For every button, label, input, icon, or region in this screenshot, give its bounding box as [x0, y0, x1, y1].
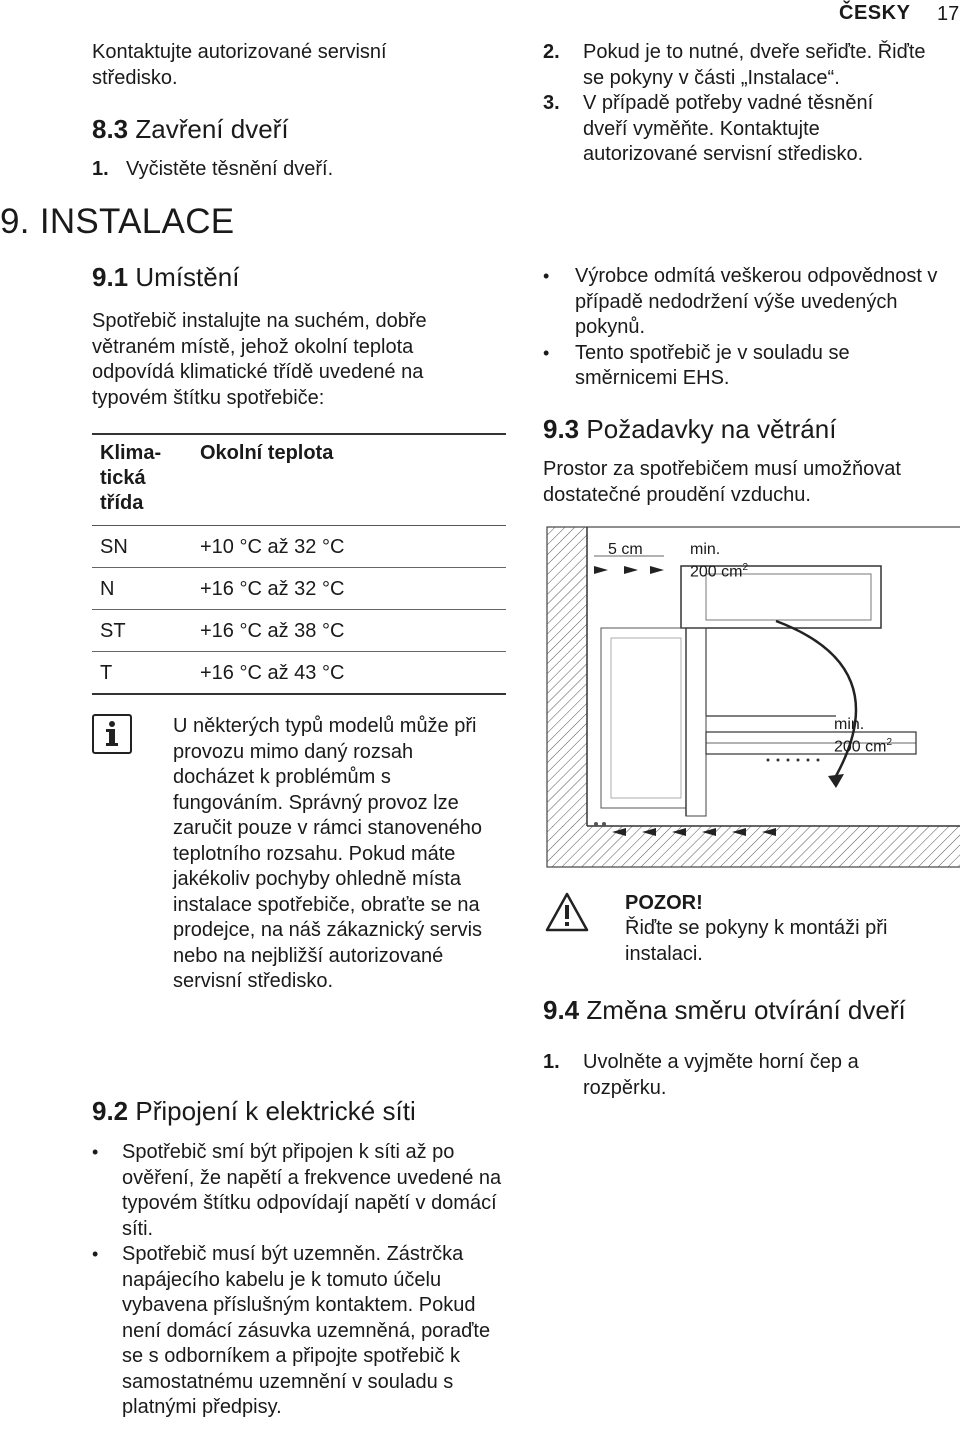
section-9-3-heading — [543, 414, 836, 444]
section-title: Požadavky na větrání — [586, 414, 837, 444]
step-1-remove-pin — [543, 1050, 933, 1101]
step-1-clean-gasket — [92, 157, 492, 183]
placement-text: Spotřebič instalujte na suchém, dobře větraném místě, jehož okolní teplota odpovídá klimatické třídě uvedené na typovém štítku spotřebiče: — [92, 310, 427, 409]
step-number: 1. — [543, 1051, 560, 1073]
header-climate-class — [100, 441, 161, 516]
section-title: Zavření dveří — [135, 114, 289, 144]
bottom-vent-label — [834, 716, 892, 756]
section-9-1-heading — [92, 262, 239, 292]
section-9-2-heading — [92, 1096, 416, 1126]
superscript: 2 — [886, 737, 893, 748]
step-number: 3. — [543, 92, 560, 114]
info-icon — [92, 714, 132, 754]
section-number: 9.4 — [543, 995, 580, 1025]
climate-class-cell: SN — [100, 536, 128, 558]
section-title: Připojení k elektrické síti — [135, 1096, 416, 1126]
label-line: 200 cm — [834, 738, 887, 756]
superscript: 2 — [742, 562, 749, 573]
row-divider — [92, 609, 506, 610]
intro-text: Kontaktujte autorizované servisní středisko. — [92, 41, 387, 89]
electric-requirements-list — [92, 1140, 512, 1421]
step-number: 2. — [543, 41, 560, 63]
step-2-adjust-door — [543, 40, 933, 91]
table-header-rule — [92, 525, 506, 526]
label-line: 200 cm — [690, 563, 743, 581]
list-item: • Spotřebič smí být připojen k síti až po ověření, že napětí a frekvence uvedené na typovém štítku odpovídají napětí v domácí síti. — [92, 1140, 512, 1242]
step-text: V případě potřeby vadné těsnění dveří vyměňte. Kontaktujte autorizované servisní středisko. — [583, 92, 874, 165]
row-divider — [92, 567, 506, 568]
temperature-cell: +16 °C až 32 °C — [200, 578, 345, 600]
info-note-text: U některých typů modelů může při provozu mimo daný rozsah docházet k problémům s fungováním. Správný provoz lze zaručit pouze v rámci stanoveného teplotního rozsahu. Pokud máte jakékoliv pochyby ohledně místa instalace spotřebiče, obraťte se na prodejce, na náš zákaznický servis nebo na nejbližší autorizované servisní středisko. — [173, 715, 483, 992]
header-line: třída — [100, 492, 144, 514]
step-number: 1. — [92, 158, 109, 180]
list-item: • Spotřebič musí být uzemněn. Zástrčka napájecího kabelu je k tomuto účelu vybavena příslušným kontaktem. Pokud není domácí zásuvka uzemněná, poraďte se s odborníkem a připojte spotřebič k samostatnému uzemnění v souladu s platnými předpisy. — [92, 1242, 512, 1421]
gap-label: 5 cm — [608, 541, 643, 558]
header-line: tická — [100, 467, 146, 489]
warning-text: Řiďte se pokyny k montáži při instalaci. — [625, 917, 888, 965]
warning-triangle-icon — [545, 892, 589, 932]
header-line: Klima- — [100, 442, 162, 464]
chapter-9-heading: 9. INSTALACE — [0, 202, 235, 241]
manufacturer-notes-list — [543, 264, 943, 392]
section-number: 9.1 — [92, 262, 129, 292]
list-item: • Tento spotřebič je v souladu se směrnicemi EHS. — [543, 341, 943, 392]
ventilation-diagram — [546, 526, 960, 868]
table-top-rule — [92, 433, 506, 435]
row-divider — [92, 651, 506, 652]
temperature-cell: +16 °C až 43 °C — [200, 662, 345, 684]
section-title: Změna směru otvírání dveří — [586, 995, 906, 1025]
step-3-replace-gasket — [543, 91, 933, 168]
section-number: 9.3 — [543, 414, 580, 444]
list-item: • Výrobce odmítá veškerou odpovědnost v případě nedodržení výše uvedených pokynů. — [543, 264, 943, 341]
label-line: min. — [690, 541, 721, 558]
temperature-cell: +16 °C až 38 °C — [200, 620, 345, 642]
ventilation-text: Prostor za spotřebičem musí umožňovat dostatečné proudění vzduchu. — [543, 458, 901, 506]
header-ambient-temp: Okolní teplota — [200, 442, 334, 464]
page-language-header: ČESKY — [839, 2, 911, 24]
climate-class-cell: N — [100, 578, 115, 600]
table-bottom-rule — [92, 693, 506, 695]
page-number: 17 — [937, 3, 960, 25]
temperature-cell: +10 °C až 32 °C — [200, 536, 345, 558]
climate-class-cell: ST — [100, 620, 126, 642]
label-line: min. — [834, 716, 865, 733]
step-text: Uvolněte a vyjměte horní čep a rozpěrku. — [583, 1051, 859, 1099]
step-text: Pokud je to nutné, dveře seřiďte. Řiďte se pokyny v části „Instalace“. — [583, 41, 926, 89]
top-vent-label — [690, 541, 748, 581]
warning-title: POZOR! — [625, 892, 703, 914]
section-number: 8.3 — [92, 114, 129, 144]
step-text: Vyčistěte těsnění dveří. — [126, 158, 334, 180]
section-title: Umístění — [135, 262, 240, 292]
section-9-4-heading — [543, 995, 906, 1025]
climate-class-cell: T — [100, 662, 113, 684]
section-8-3-heading — [92, 114, 289, 144]
section-number: 9.2 — [92, 1096, 129, 1126]
